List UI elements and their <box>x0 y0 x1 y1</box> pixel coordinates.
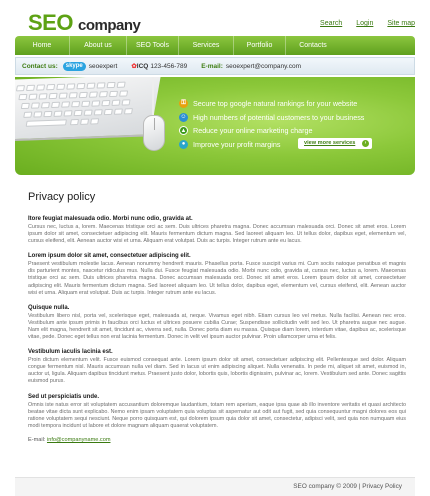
hero-banner <box>15 77 415 175</box>
arrow-up-icon: ▲ <box>180 128 187 135</box>
arrow-right-icon: › <box>362 140 369 147</box>
mouse-image <box>143 115 165 151</box>
copyright-text: SEO company © 2009 <box>293 483 357 490</box>
menu-item-services[interactable]: Services <box>179 36 234 55</box>
section-body: Omnis iste natus error sit voluptatem accusantium doloremque laudantium, totam rem aperiam, eaque ipsa quae ab illo inventore veritatis et quasi architecto beatae vitae dicta sunt explicabo. Nemo enim ipsam voluptatem quia voluptas sit aspernatur aut odit aut fugit, sed quia consequuntur magni dolores eos qui ratione voluptatem sequi nesciunt. Neque porro quisquam est, qui dolorem ipsum quia dolor sit amet, consectetur, adipisci velit, sed quia non numquam eius modi tempora incidunt ut labore et dolore magnam aliquam quaerat voluptatem. <box>28 401 406 429</box>
email-label: E-mail: <box>28 436 46 443</box>
view-more-services-button[interactable] <box>298 138 372 149</box>
logo-company-text: company <box>78 17 141 34</box>
logo-seo-text: SEO <box>28 10 73 35</box>
section-body: Vestibulum libero nisl, porta vel, scelerisque eget, malesuada at, neque. Vivamus eget nibh. Etiam cursus leo vel metus. Nulla facilisi. Aenean nec eros. Vestibulum ante ipsum primis in faucibus orci luctus et ultrices posuere cubilia Curae; Suspendisse sollicitudin velit sed leo. Ut pharetra augue nec augue. Nam elit magna, hendrerit sit amet, tincidunt ac, viverra sed, nulla. Donec porta diam eu massa. Quisque diam lorem, interdum vitae, dapibus ac, scelerisque vitae, pede. Donec eget tellus non erat lacinia fermentum. Donec in velit vel ipsum auctor pulvinar. Proin ullamcorper urna et felis. <box>28 312 406 341</box>
menu-item-home[interactable]: Home <box>15 36 70 55</box>
benefit-text: Improve your profit margins <box>193 139 281 149</box>
benefit-text: Secure top google natural rankings for your website <box>193 99 358 109</box>
email-line <box>28 437 406 443</box>
lock-icon: ⚿ <box>179 99 188 108</box>
page-title: Privacy policy <box>28 191 96 203</box>
email-link[interactable]: info@companyname.com <box>46 436 111 443</box>
icq-number: 123-456-789 <box>150 62 188 70</box>
footer-separator: | <box>358 483 361 490</box>
search-link[interactable]: Search <box>320 20 343 27</box>
site-logo[interactable] <box>28 10 140 36</box>
contact-email[interactable]: seoexpert@company.com <box>225 62 301 70</box>
list-item <box>179 97 364 111</box>
top-links <box>320 20 415 27</box>
section-heading: Sed ut perspiciatis unde. <box>28 393 100 400</box>
main-menu <box>15 36 415 55</box>
main-content <box>28 191 406 443</box>
list-item <box>179 111 364 125</box>
chat-icon: ● <box>179 140 188 149</box>
section-body: Proin dictum elementum velit. Fusce euismod consequat ante. Lorem ipsum dolor sit amet, consectetuer adipiscing elit. Pellentesque sed dolor. Aliquam congue fermentum nisl. Mauris accumsan nulla vel diam. Sed in lacus ut enim adipiscing aliquet. Nulla venenatis. In pede mi, aliquet sit amet, euismod in, auctor ut, ligula. Aliquam dapibus tincidunt metus. Praesent justo dolor, lobortis quis, lobortis dignissim, pulvinar ac, lorem. Vestibulum sed ante. Donec sagittis euismod purus. <box>28 357 406 385</box>
benefit-text: Reduce your online marketing charge <box>193 126 313 136</box>
section-heading: Lorem ipsum dolor sit amet, consectetuer adipiscing elit. <box>28 253 191 260</box>
skype-name[interactable]: seoexpert <box>88 62 118 70</box>
section-body: Praesent vestibulum molestie lacus. Aenean nonummy hendrerit mauris. Phasellus porta. Fusce suscipit varius mi. Cum sociis natoque penatibus et magnis dis parturient montes, nascetur ridiculus mus. Nulla dui. Fusce feugiat malesuada odio. Morbi nunc odio, gravida at, cursus nec, luctus a, lorem. Maecenas tristique orci ac sem. Duis ultrices pharetra magna. Donec accumsan malesuada orci. Donec sit amet eros. Lorem ipsum dolor sit amet, consectetuer adipiscing elit. Mauris fermentum dictum magna. Sed laoreet aliquam leo. Ut tellus dolor, dapibus eget, elementum vel, cursus eleifend, elit. Aenean auctor wisi et urna. Aliquam erat volutpat. Duis ac turpis. Integer rutrum ante eu lacus. <box>28 261 406 296</box>
keyboard-image <box>15 77 161 142</box>
menu-item-about-us[interactable]: About us <box>70 36 127 55</box>
section-heading: Vestibulum iaculis lacinia est. <box>28 349 113 356</box>
menu-item-seo-tools[interactable]: SEO Tools <box>127 36 179 55</box>
email-label: E-mail: <box>201 62 223 70</box>
contact-bar <box>15 57 415 75</box>
section-heading: Quisque nulla. <box>28 304 70 311</box>
icq-badge-text: ICQ <box>136 63 149 70</box>
list-item <box>179 124 364 138</box>
view-more-label: view more services <box>304 140 356 146</box>
privacy-policy-link[interactable]: Privacy Policy <box>362 483 402 490</box>
icq-icon: ✿ICQ <box>131 63 149 70</box>
menu-item-contacts[interactable]: Contacts <box>299 42 327 49</box>
menu-item-portfolio[interactable]: Portfolio <box>234 36 286 55</box>
section-body: Cursus nec, luctus a, lorem. Maecenas tristique orci ac sem. Duis ultrices pharetra magna. Donec accumsan malesuada orci. Donec sit amet eros. Lorem ipsum dolor sit amet, consectetuer adipiscing elit. Mauris fermentum dictum magna. Sed laoreet aliquam leo. Ut tellus dolor, dapibus eget, elementum vel, cursus eleifend, elit. Aenean auctor wisi et urna. Aliquam erat volutpat. Duis ac turpis. Integer rutrum ante eu lacus. <box>28 224 406 245</box>
login-link[interactable]: Login <box>356 20 374 27</box>
people-icon: ☺ <box>180 113 187 120</box>
mouse-cable <box>152 77 154 117</box>
section-heading: Itore feugiat malesuada odio. Morbi nunc odio, gravida at. <box>28 216 193 222</box>
contact-label: Contact us: <box>22 62 58 70</box>
site-map-link[interactable]: Site map <box>387 20 415 27</box>
footer-text <box>293 483 402 490</box>
benefit-text: High numbers of potential customers to your business <box>193 112 365 122</box>
footer <box>15 477 415 496</box>
skype-icon: skype <box>63 62 86 71</box>
